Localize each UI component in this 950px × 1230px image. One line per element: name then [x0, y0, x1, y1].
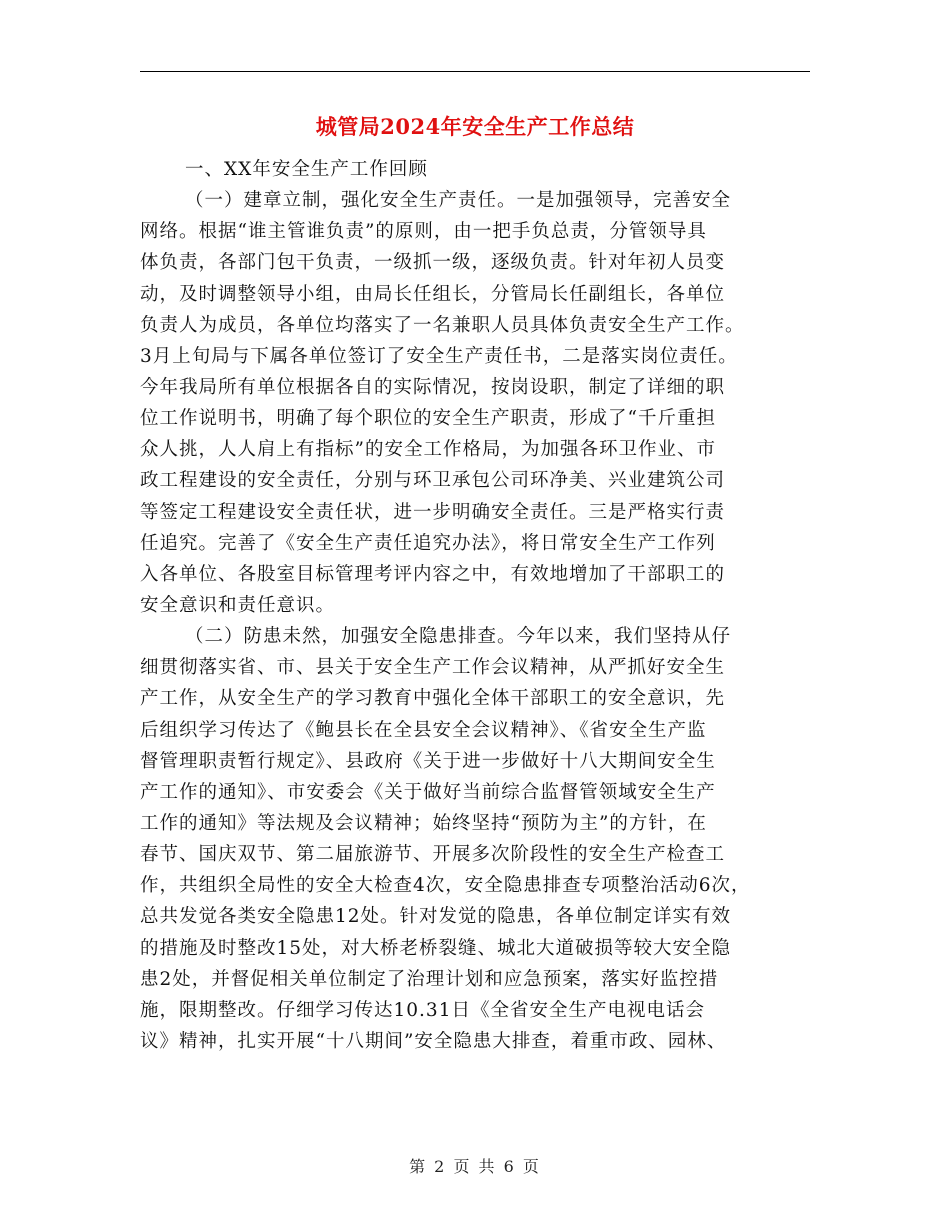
text-line: 体负责，各部门包干负责，一级抓一级，逐级负责。针对年初人员变 [140, 252, 726, 274]
header-rule [140, 71, 810, 72]
text-line: （二）防患未然，加强安全隐患排查。今年以来，我们坚持从仔 [185, 626, 732, 648]
text-line: 产工作，从安全生产的学习教育中强化全体干部职工的安全意识，先 [140, 688, 726, 710]
text-line: 议》精神，扎实开展“十八期间”安全隐患大排查，着重市政、园林、 [140, 1030, 727, 1052]
text-line: 网络。根据“谁主管谁负责”的原则，由一把手负总责，分管领导具 [140, 221, 707, 243]
text-line: 作，共组织全局性的安全大检查4次，安全隐患排查专项整治活动6次， [140, 875, 751, 897]
document-title: 城管局2024年安全生产工作总结 [315, 114, 635, 139]
text-line: 任追究。完善了《安全生产责任追究办法》，将日常安全生产工作列 [140, 532, 716, 554]
text-line: 细贯彻落实省、市、县关于安全生产工作会议精神，从严抓好安全生 [140, 657, 726, 679]
text-line: 今年我局所有单位根据各自的实际情况，按岗设职，制定了详细的职 [140, 376, 726, 398]
text-line: 政工程建设的安全责任，分别与环卫承包公司环净美、兴业建筑公司 [140, 470, 726, 492]
text-line: 负责人为成员，各单位均落实了一名兼职人员具体负责安全生产工作。 [140, 314, 745, 336]
text-line: 入各单位、各股室目标管理考评内容之中，有效地增加了干部职工的 [140, 563, 726, 585]
body-text [140, 154, 820, 1057]
text-line: 的措施及时整改15处，对大桥老桥裂缝、城北大道破损等较大安全隐 [140, 937, 732, 959]
text-line: 工作的通知》等法规及会议精神；始终坚持“预防为主”的方针，在 [140, 812, 707, 834]
text-line: 3月上旬局与下属各单位签订了安全生产责任书，二是落实岗位责任。 [140, 345, 738, 367]
text-line: 患2处，并督促相关单位制定了治理计划和应急预案，落实好监控措 [140, 968, 719, 990]
text-line: 总共发觉各类安全隐患12处。针对发觉的隐患，各单位制定详实有效 [140, 906, 732, 928]
text-line: 后组织学习传达了《鲍县长在全县安全会议精神》、《省安全生产监 [140, 719, 707, 741]
text-line: 位工作说明书，明确了每个职位的安全生产职责，形成了“千斤重担 [140, 408, 716, 430]
text-line: 众人挑，人人肩上有指标”的安全工作格局，为加强各环卫作业、市 [140, 439, 716, 461]
text-line: 春节、国庆双节、第二届旅游节、开展多次阶段性的安全生产检查工 [140, 844, 726, 866]
text-line: 督管理职责暂行规定》、县政府《关于进一步做好十八大期间安全生 [140, 750, 716, 772]
text-line: （一）建章立制，强化安全生产责任。一是加强领导，完善安全 [185, 190, 732, 212]
page-number-footer: 第 2 页 共 6 页 [409, 1157, 541, 1176]
text-line: 产工作的通知》、市安委会《关于做好当前综合监督管领域安全生产 [140, 781, 716, 803]
text-line: 动，及时调整领导小组，由局长任组长，分管局长任副组长，各单位 [140, 283, 726, 305]
text-line: 等签定工程建设安全责任状，进一步明确安全责任。三是严格实行责 [140, 501, 726, 523]
text-line: 施，限期整改。仔细学习传达10.31日《全省安全生产电视电话会 [140, 999, 705, 1021]
text-line: 安全意识和责任意识。 [140, 594, 336, 616]
text-line: 一、XX年安全生产工作回顾 [185, 159, 428, 180]
